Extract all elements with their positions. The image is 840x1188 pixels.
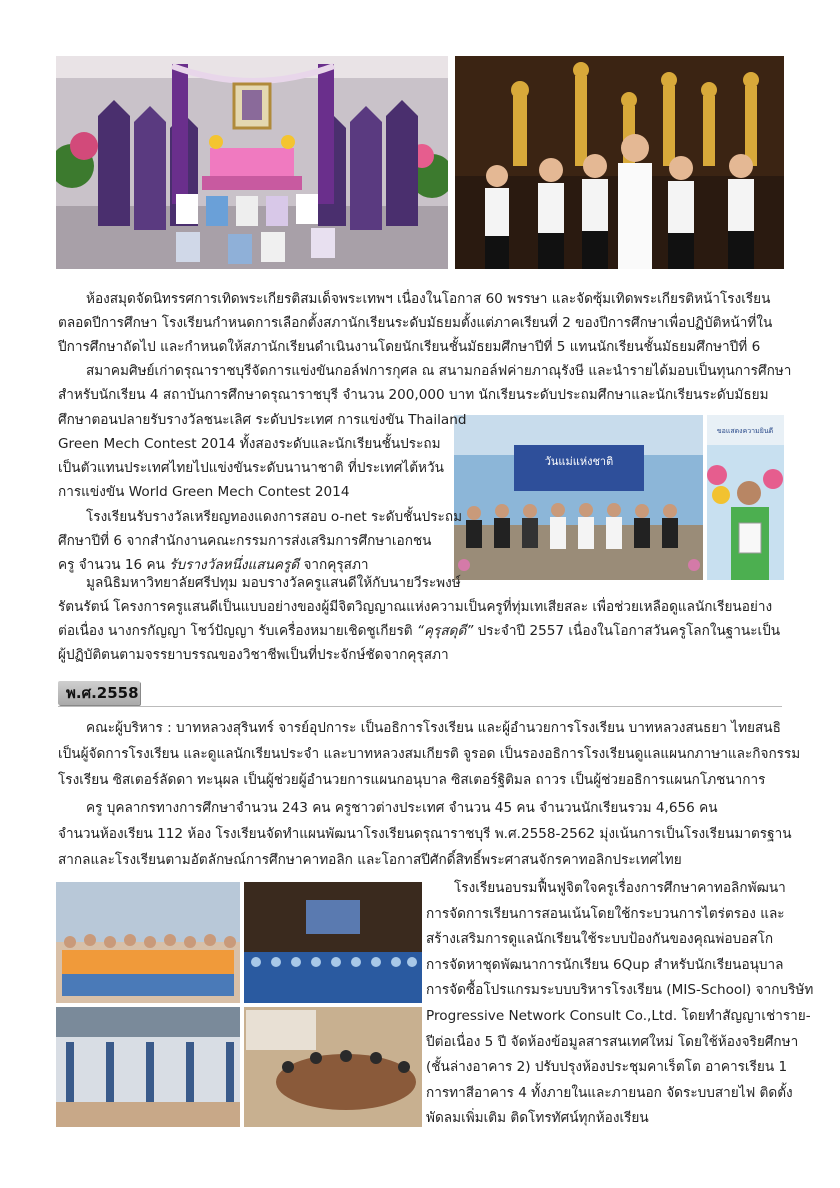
text-line: สากลและโรงเรียนตามอัตลักษณ์การศึกษาคาทอลิก และโอกาสปีศักดิ์สิทธิ์พระศาสนจักรคาทอลิกประเทศไทย: [58, 852, 682, 868]
exhibition-illustration: [56, 56, 448, 269]
photo-award-teacher: [707, 415, 784, 580]
text-line: สำหรับนักเรียน 4 สถาบันการศึกษาดรุณาราชบุรี จำนวน 200,000 บาท นักเรียนระดับประถมศึกษาและนักเรียนระดับมัธยม: [58, 387, 769, 403]
year-heading: พ.ศ.2558: [58, 681, 140, 705]
text-italic: รับรางวัลหนึ่งแสนครูดี: [169, 557, 300, 573]
text-line: จำนวนห้องเรียน 112 ห้อง โรงเรียนจัดทำแผนพัฒนาโรงเรียนดรุณาราชบุรี พ.ศ.2558-2562 มุ่งเน้นการเป็นโรงเรียนมาตรฐาน: [58, 826, 792, 842]
group-illustration: [454, 415, 703, 580]
text-line: โรงเรียนรับรางวัลเหรียญทองแดงการสอบ o-net ระดับชั้นประถม: [86, 509, 463, 525]
trophy-illustration: [455, 56, 784, 269]
text-line: พัดลมเพิ่มเติม ติดโทรทัศน์ทุกห้องเรียน: [426, 1110, 649, 1127]
text-line: Progressive Network Consult Co.,Ltd. โดยทำสัญญาเช่าราย-: [426, 1007, 811, 1024]
text-line: รัตนรัตน์ โครงการครูแสนดีเป็นแบบอย่างของผู้มีจิตวิญญาณแห่งความเป็นครูที่ทุ่มเทเสียสละ เพื่อช่วยเหลือดูแลนักเรียนอย่าง: [58, 599, 773, 615]
paragraph-teacher-training: [426, 876, 813, 1132]
text-line: ศึกษาปีที่ 6 จากสำนักงานคณะกรรมการส่งเสริมการศึกษาเอกชน: [58, 533, 432, 549]
photo-mothers-day-group: [454, 415, 703, 580]
text-segment: ประจำปี 2557 เนื่องในโอกาสวันครูโลกในฐานะเป็น: [473, 623, 781, 639]
text-line-mixed: [58, 619, 780, 643]
text-line: มูลนิธิมหาวิทยาลัยศรีปทุม มอบรางวัลครูแสนดีให้กับนายวีระพงษ์: [86, 575, 461, 591]
collage-illustration: [56, 882, 422, 1127]
text-line: เป็นตัวแทนประเทศไทยไปแข่งขันระดับนานาชาติ ที่ประเทศไต้หวัน: [58, 460, 444, 476]
text-line: สมาคมศิษย์เก่าดรุณาราชบุรีจัดการแข่งขันกอล์ฟการกุศล ณ สนามกอล์ฟค่ายภาณุรังษี และนำรายได้มอบเป็นทุนการศึกษา: [86, 363, 792, 379]
text-line: Green Mech Contest 2014 ทั้งสองระดับและนักเรียนชั้นประถม: [58, 436, 441, 452]
text-line: โรงเรียนอบรมฟื้นฟูจิตใจครูเรื่องการศึกษาคาทอลิกพัฒนา: [454, 880, 786, 896]
text-line: ตลอดปีการศึกษา โรงเรียนกำหนดการเลือกตั้งสภานักเรียนระดับมัธยมตั้งแต่ภาคเรียนที่ 2 ของปีการศึกษาเพื่อปฏิบัติหน้าที่ใน: [58, 315, 773, 331]
text-segment: ครู จำนวน 16 คน: [58, 557, 170, 573]
text-line: การจัดการเรียนการสอนเน้นโดยใช้กระบวนการไตร่ตรอง และ: [426, 905, 785, 922]
text-line: ปีต่อเนื่อง 5 ปี จัดห้องข้อมูลสารสนเทศใหม่ โดยใช้ห้องจริยศึกษา: [426, 1033, 799, 1050]
award-illustration: [707, 415, 784, 580]
text-line: ศึกษาตอนปลายรับรางวัลชนะเลิศ ระดับประเทศ การแข่งขัน Thailand: [58, 412, 467, 428]
text-line: การทาสีอาคาร 4 ทั้งภายในและภายนอก จัดระบบสายไฟ ติดตั้ง: [426, 1084, 793, 1101]
text-line: คณะผู้บริหาร : บาทหลวงสุรินทร์ จารย์อุปการะ เป็นอธิการโรงเรียน และผู้อำนวยการโรงเรียน บาทหลวงสนธยา ไทยสนธิ: [86, 720, 781, 736]
photo-students-trophies: [455, 56, 784, 269]
paragraph-executives: [58, 715, 800, 793]
text-line: ปีการศึกษาถัดไป และกำหนดให้สภานักเรียนดำเนินงานโดยนักเรียนชั้นมัธยมศึกษาปีที่ 5 แทนนักเรียนชั้นมัธยมศึกษาปีที่ 6: [58, 339, 761, 355]
text-italic: “คุรุสดุดี”: [416, 623, 474, 639]
text-segment: ต่อเนื่อง นางกรกัญญา โชว์ปัญญา รับเครื่องหมายเชิดชูเกียรติ: [58, 623, 417, 639]
text-line: เป็นผู้จัดการโรงเรียน และดูแลนักเรียนประจำ และบาทหลวงสมเกียรติ จูรอด เป็นรองอธิการโรงเรียนดูแลแผนกภาษาและกิจกรรม: [58, 746, 801, 762]
paragraph-green-mech: [58, 408, 467, 504]
paragraph-golf-charity: [58, 359, 791, 407]
text-segment: จากคุรุสภา: [299, 557, 369, 573]
text-line: ห้องสมุดจัดนิทรรศการเทิดพระเกียรติสมเด็จพระเทพฯ เนื่องในโอกาส 60 พรรษา และจัดซุ้มเทิดพระเกียรติหน้าโรงเรียน: [86, 291, 771, 307]
banner-text: วันแม่แห่งชาติ: [544, 455, 614, 468]
text-line: การจัดหาชุดพัฒนาการนักเรียน 6Qup สำหรับนักเรียนอนุบาล: [426, 956, 784, 973]
text-line: ครู บุคลากรทางการศึกษาจำนวน 243 คน ครูชาวต่างประเทศ จำนวน 45 คน จำนวนนักเรียนรวม 4,656 คน: [86, 800, 718, 816]
photo-library-exhibition: [56, 56, 448, 269]
text-line: (ชั้นล่างอาคาร 2) ปรับปรุงห้องประชุมคาเร็ตโต อาคารเรียน 1: [426, 1059, 788, 1076]
text-line: การจัดซื้อโปรแกรมระบบบริหารโรงเรียน (MIS-School) จากบริษัท: [426, 982, 814, 999]
text-line: ผู้ปฏิบัติตนตามจรรยาบรรณของวิชาชีพเป็นที่ประจักษ์ชัดจากคุรุสภา: [58, 647, 449, 663]
year-divider: [58, 706, 782, 707]
board-text: ขอแสดงความยินดี: [716, 427, 774, 435]
paragraph-staff-students: [58, 795, 792, 873]
paragraph-onet-award: [58, 505, 462, 577]
paragraph-library-exhibition: [58, 287, 772, 359]
text-line: การแข่งขัน World Green Mech Contest 2014: [58, 484, 350, 500]
photo-teacher-training: [56, 882, 422, 1127]
text-line: สร้างเสริมการดูแลนักเรียนใช้ระบบป้องกันของคุณพ่อบอสโก: [426, 931, 774, 948]
paragraph-good-teacher-award: [58, 571, 780, 667]
text-line: โรงเรียน ซิสเตอร์ลัดดา ทะนุผล เป็นผู้ช่วยผู้อำนวยการแผนกอนุบาล ซิสเตอร์ฐิติมล ถาวร เป็นผู้ช่วยอธิการแผนกโภชนาการ: [58, 772, 766, 788]
